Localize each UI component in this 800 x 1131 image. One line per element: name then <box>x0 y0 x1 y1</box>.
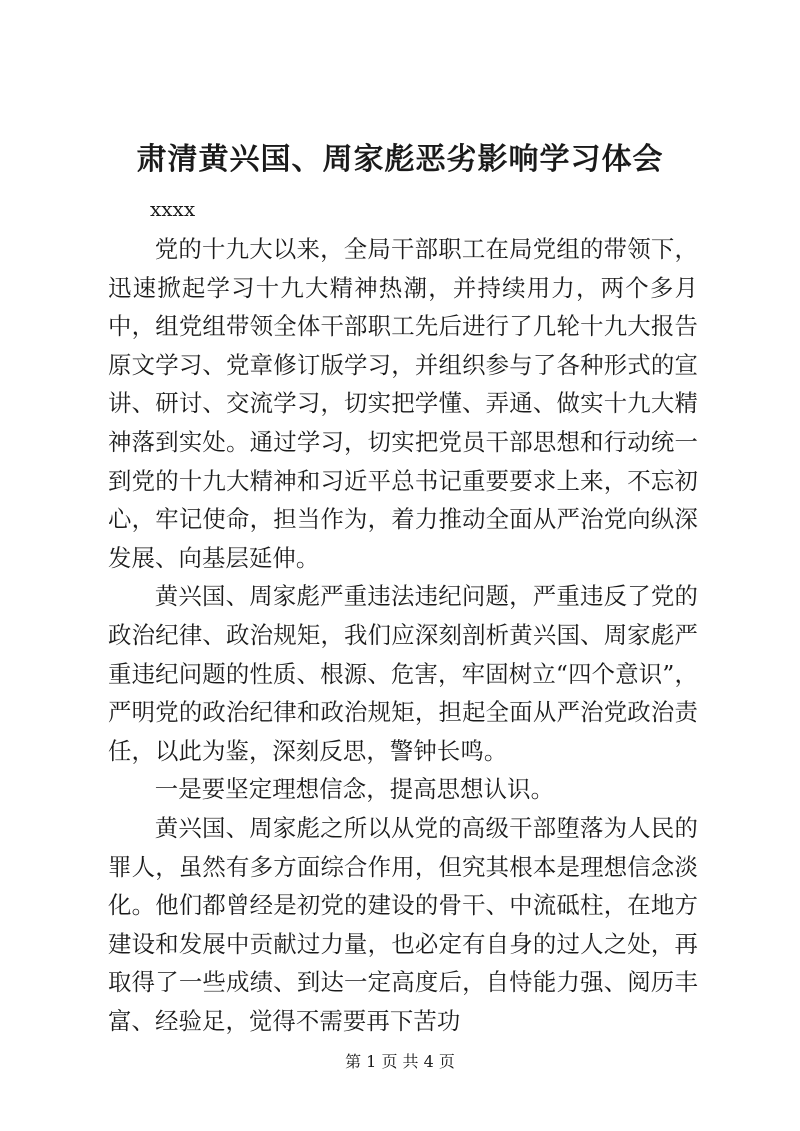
body-paragraph: 党的十九大以来，全局干部职工在局党组的带领下，迅速掀起学习十九大精神热潮，并持续用力，两个多月中，组党组带领全体干部职工先后进行了几轮十九大报告原文学习、党章修订版学习，并组织参与了各种形式的宣讲、研讨、交流学习，切实把学懂、弄通、做实十九大精神落到实处。通过学习，切实把党员干部思想和行动统一到党的十九大精神和习近平总书记重要要求上来，不忘初心，牢记使命，担当作为，着力推动全面从严治党向纵深发展、向基层延伸。 <box>108 235 698 572</box>
document-body <box>108 230 698 1040</box>
document-title: 肃清黄兴国、周家彪恶劣影响学习体会 <box>136 142 664 177</box>
page-footer: 第 1 页 共 4 页 <box>345 1052 455 1071</box>
body-paragraph: 黄兴国、周家彪之所以从党的高级干部堕落为人民的罪人，虽然有多方面综合作用，但究其根本是理想信念淡化。他们都曾经是初党的建设的骨干、中流砥柱，在地方建设和发展中贡献过力量，也必定有自身的过人之处，再取得了一些成绩、到达一定高度后，自恃能力强、阅历丰富、经验足，觉得不需要再下苦功 <box>108 813 698 1035</box>
author-name: xxxx <box>150 197 196 221</box>
body-paragraph: 黄兴国、周家彪严重违法违纪问题，严重违反了党的政治纪律、政治规矩，我们应深刻剖析黄兴国、周家彪严重违纪问题的性质、根源、危害，牢固树立“四个意识”，严明党的政治纪律和政治规矩，担起全面从严治党政治责任，以此为鉴，深刻反思，警钟长鸣。 <box>108 582 698 765</box>
section-heading: 一是要坚定理想信念，提高思想认识。 <box>154 775 555 804</box>
